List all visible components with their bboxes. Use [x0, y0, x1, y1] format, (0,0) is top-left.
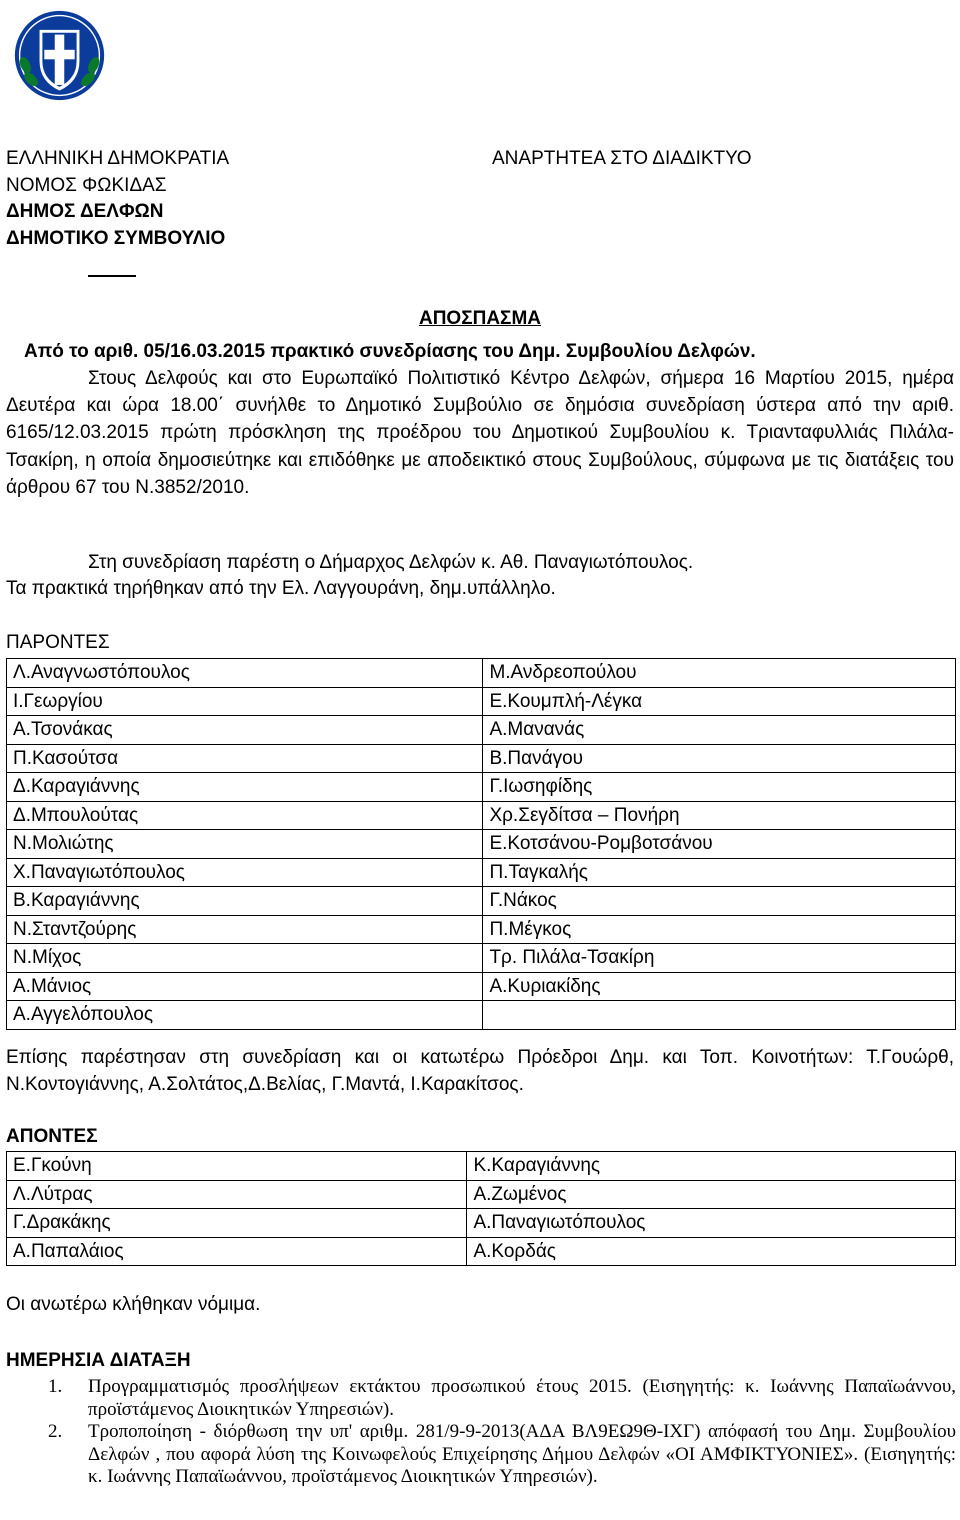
present-left-8: Β.Καραγιάννης — [7, 887, 483, 916]
absent-right-2: Α.Παναγιωτόπουλος — [467, 1209, 956, 1238]
agenda-list — [42, 1376, 956, 1489]
agenda-item-number: 2. — [48, 1421, 63, 1442]
header-country: ΕΛΛΗΝΙΚΗ ΔΗΜΟΚΡΑΤΙΑ — [6, 148, 230, 169]
table-row — [7, 659, 956, 688]
table-row — [7, 1180, 956, 1209]
absent-right-0: Κ.Καραγιάννης — [467, 1152, 956, 1181]
present-left-5: Δ.Μπουλούτας — [7, 801, 483, 830]
present-left-2: Α.Τσονάκας — [7, 716, 483, 745]
agenda-item-text: Προγραμματισμός προσλήψεων εκτάκτου προσωπικού έτους 2015. (Εισηγητής: κ. Ιωάννης Παπαϊωάννου, προϊστάμενος Διοικητικών Υπηρεσιών). — [88, 1376, 956, 1420]
minutes-keeper-line: Τα πρακτικά τηρήθηκαν από την Ελ. Λαγγουράνη, δημ.υπάλληλο. — [6, 578, 556, 599]
present-left-12: Α.Αγγελόπουλος — [7, 1001, 483, 1030]
present-left-1: Ι.Γεωργίου — [7, 687, 483, 716]
present-right-5: Χρ.Σεγδίτσα – Πονήρη — [483, 801, 956, 830]
present-left-7: Χ.Παναγιωτόπουλος — [7, 858, 483, 887]
table-row — [7, 1152, 956, 1181]
present-right-9: Π.Μέγκος — [483, 915, 956, 944]
absent-right-3: Α.Κορδάς — [467, 1237, 956, 1266]
agenda-item — [42, 1421, 956, 1489]
community-presidents-paragraph: Επίσης παρέστησαν στη συνεδρίαση και οι κατωτέρω Πρόεδροι Δημ. και Τοπ. Κοινοτήτων: Τ.Γουώρθ, Ν.Κοντογιάννης, Α.Σολτάτος,Δ.Βελίας, Γ.Μαντά, Ι.Καρακίτσος. — [6, 1047, 954, 1095]
present-right-12 — [483, 1001, 956, 1030]
present-right-11: Α.Κυριακίδης — [483, 972, 956, 1001]
mayor-line: Στη συνεδρίαση παρέστη ο Δήμαρχος Δελφών κ. Αθ. Παναγιωτόπουλος. — [88, 552, 694, 573]
agenda-item — [42, 1376, 956, 1421]
summoned-note: Οι ανωτέρω κλήθηκαν νόμιμα. — [6, 1294, 261, 1315]
present-left-0: Λ.Αναγνωστόπουλος — [7, 659, 483, 688]
absent-left-1: Λ.Λύτρας — [7, 1180, 467, 1209]
present-left-3: Π.Κασούτσα — [7, 744, 483, 773]
absent-left-2: Γ.Δρακάκης — [7, 1209, 467, 1238]
present-right-1: Ε.Κουμπλή-Λέγκα — [483, 687, 956, 716]
present-right-3: Β.Πανάγου — [483, 744, 956, 773]
absent-left-3: Α.Παπαλάιος — [7, 1237, 467, 1266]
table-row — [7, 687, 956, 716]
header-prefecture: ΝΟΜΟΣ ΦΩΚΙΔΑΣ — [6, 175, 167, 196]
agenda-item-text: Τροποποίηση - διόρθωση την υπ' αριθμ. 281/9-9-2013(ΑΔΑ ΒΛ9ΕΩ9Θ-ΙΧΓ) απόφασή του Δημ. Συμβουλίου Δελφών , που αφορά λύση της Κοινωφελούς Επιχείρησης Δήμου Δελφών «ΟΙ ΑΜΦΙΚΤΥΟΝΙΕΣ». (Εισηγητής: κ. Ιωάννης Παπαϊωάννου, προϊστάμενος Διοικητικών Υπηρεσιών). — [88, 1421, 956, 1487]
present-left-6: Ν.Μολιώτης — [7, 830, 483, 859]
table-row — [7, 944, 956, 973]
publish-notice: ΑΝΑΡΤΗΤΕΑ ΣΤΟ ΔΙΑΔΙΚΤΥΟ — [492, 148, 752, 169]
absent-heading: ΑΠΟΝΤΕΣ — [6, 1126, 98, 1147]
present-right-7: Π.Ταγκαλής — [483, 858, 956, 887]
present-left-10: Ν.Μίχος — [7, 944, 483, 973]
present-right-8: Γ.Νάκος — [483, 887, 956, 916]
table-row — [7, 801, 956, 830]
table-row — [7, 915, 956, 944]
agenda-heading: ΗΜΕΡΗΣΙΑ ΔΙΑΤΑΞΗ — [6, 1350, 191, 1371]
table-row — [7, 1209, 956, 1238]
agenda-item-number: 1. — [48, 1376, 63, 1397]
table-row — [7, 1001, 956, 1030]
intro-paragraph: Στους Δελφούς και στο Ευρωπαϊκό Πολιτιστικό Κέντρο Δελφών, σήμερα 16 Μαρτίου 2015, ημέρα Δευτέρα και ώρα 18.00΄ συνήλθε το Δημοτικό Συμβούλιο σε δημόσια συνεδρίαση ύστερα από την αριθ. 6165/12.03.2015 πρώτη πρόσκληση της προέδρου του Δημοτικού Συμβουλίου κ. Τριανταφυλλιάς Πιλάλα-Τσακίρη, η οποία δημοσιεύτηκε και επιδόθηκε με αποδεικτικό στους Συμβούλους, σύμφωνα με τις διατάξεις του άρθρου 67 του Ν.3852/2010. — [6, 368, 954, 498]
header-municipality: ΔΗΜΟΣ ΔΕΛΦΩΝ — [6, 201, 164, 222]
table-row — [7, 858, 956, 887]
table-row — [7, 1237, 956, 1266]
absent-left-0: Ε.Γκούνη — [7, 1152, 467, 1181]
table-row — [7, 773, 956, 802]
table-row — [7, 887, 956, 916]
header-divider — [88, 275, 136, 277]
greek-coat-of-arms-icon — [12, 8, 107, 103]
present-right-2: Α.Μανανάς — [483, 716, 956, 745]
present-right-4: Γ.Ιωσηφίδης — [483, 773, 956, 802]
table-row — [7, 716, 956, 745]
present-right-10: Τρ. Πιλάλα-Τσακίρη — [483, 944, 956, 973]
table-row — [7, 972, 956, 1001]
table-row — [7, 744, 956, 773]
present-table — [6, 658, 956, 1030]
present-heading: ΠΑΡΟΝΤΕΣ — [6, 632, 110, 653]
header-council: ΔΗΜΟΤΙΚΟ ΣΥΜΒΟΥΛΙΟ — [6, 228, 226, 249]
absent-table — [6, 1151, 956, 1266]
table-row — [7, 830, 956, 859]
absent-right-1: Α.Ζωμένος — [467, 1180, 956, 1209]
present-left-11: Α.Μάνιος — [7, 972, 483, 1001]
present-right-0: Μ.Ανδρεοπούλου — [483, 659, 956, 688]
document-title: ΑΠΟΣΠΑΣΜΑ — [418, 308, 541, 329]
present-right-6: Ε.Κοτσάνου-Ρομβοτσάνου — [483, 830, 956, 859]
present-left-4: Δ.Καραγιάννης — [7, 773, 483, 802]
document-subtitle: Από το αριθ. 05/16.03.2015 πρακτικό συνεδρίασης του Δημ. Συμβουλίου Δελφών. — [24, 341, 756, 362]
present-left-9: Ν.Σταντζούρης — [7, 915, 483, 944]
